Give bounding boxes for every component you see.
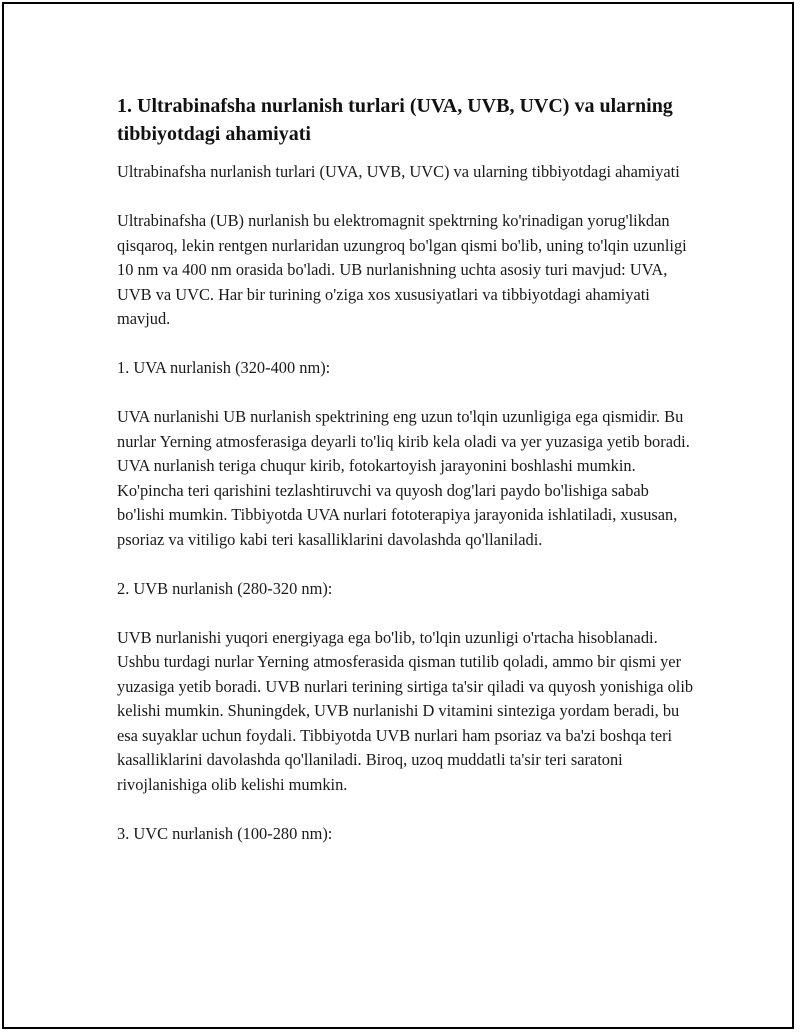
- uvc-heading: 3. UVC nurlanish (100-280 nm):: [117, 823, 333, 843]
- subtitle-paragraph: Ultrabinafsha nurlanish turlari (UVA, UVB, UVC) va ularning tibbiyotdagi ahamiyati: [117, 162, 680, 181]
- uva-paragraph: UVA nurlanishi UB nurlanish spektrining eng uzun to'lqin uzunligiga ega qismidir. Bu nurlar Yerning atmosferasiga deyarli to'liq kirib kela oladi va yer yuzasiga yetib boradi. UVA nurlanish teriga chuqur kirib, fotokartoyish jarayonini boshlashi mumkin. Ko'pincha teri qarishini tezlashtiruvchi va quyosh dog'lari paydo bo'lishiga sabab bo'lishi mumkin. Tibbiyotda UVA nurlari fototerapiya jarayonida ishlatiladi, xususan, psoriaz va vitiligo kabi teri kasalliklarini davolashda qo'llaniladi.: [117, 407, 690, 549]
- intro-paragraph: Ultrabinafsha (UB) nurlanish bu elektromagnit spektrning ko'rinadigan yorug'likdan qisqaroq, lekin rentgen nurlaridan uzungroq bo'lgan qismi bo'lib, uning to'lqin uzunligi 10 nm va 400 nm orasida bo'ladi. UB nurlanishning uchta asosiy turi mavjud: UVA, UVB va UVC. Har bir turining o'ziga xos xususiyatlari va tibbiyotdagi ahamiyati mavjud.: [117, 211, 687, 328]
- document-title: 1. Ultrabinafsha nurlanish turlari (UVA, UVB, UVC) va ularning tibbiyotdagi ahamiyati: [117, 95, 673, 145]
- uvb-heading: 2. UVB nurlanish (280-320 nm):: [117, 578, 333, 598]
- uva-heading: 1. UVA nurlanish (320-400 nm):: [117, 358, 331, 377]
- uvb-paragraph: UVB nurlanishi yuqori energiyaga ega bo'lib, to'lqin uzunligi o'rtacha hisoblanadi. Ushbu turdagi nurlar Yerning atmosferasida qisman tutilib qoladi, ammo bir qismi yer yuzasiga yetib boradi. UVB nurlari terining sirtiga ta'sir qiladi va quyosh yonishiga olib kelishi mumkin. Shuningdek, UVB nurlanishi D vitamini sinteziga yordam beradi, bu esa suyaklar uchun foydali. Tibbiyotda UVB nurlari ham psoriaz va ba'zi boshqa teri kasalliklarini davolashda qo'llaniladi. Biroq, uzoq muddatli ta'sir teri saratoni rivojlanishiga olib kelishi mumkin.: [117, 627, 694, 794]
- document-body: [117, 92, 695, 846]
